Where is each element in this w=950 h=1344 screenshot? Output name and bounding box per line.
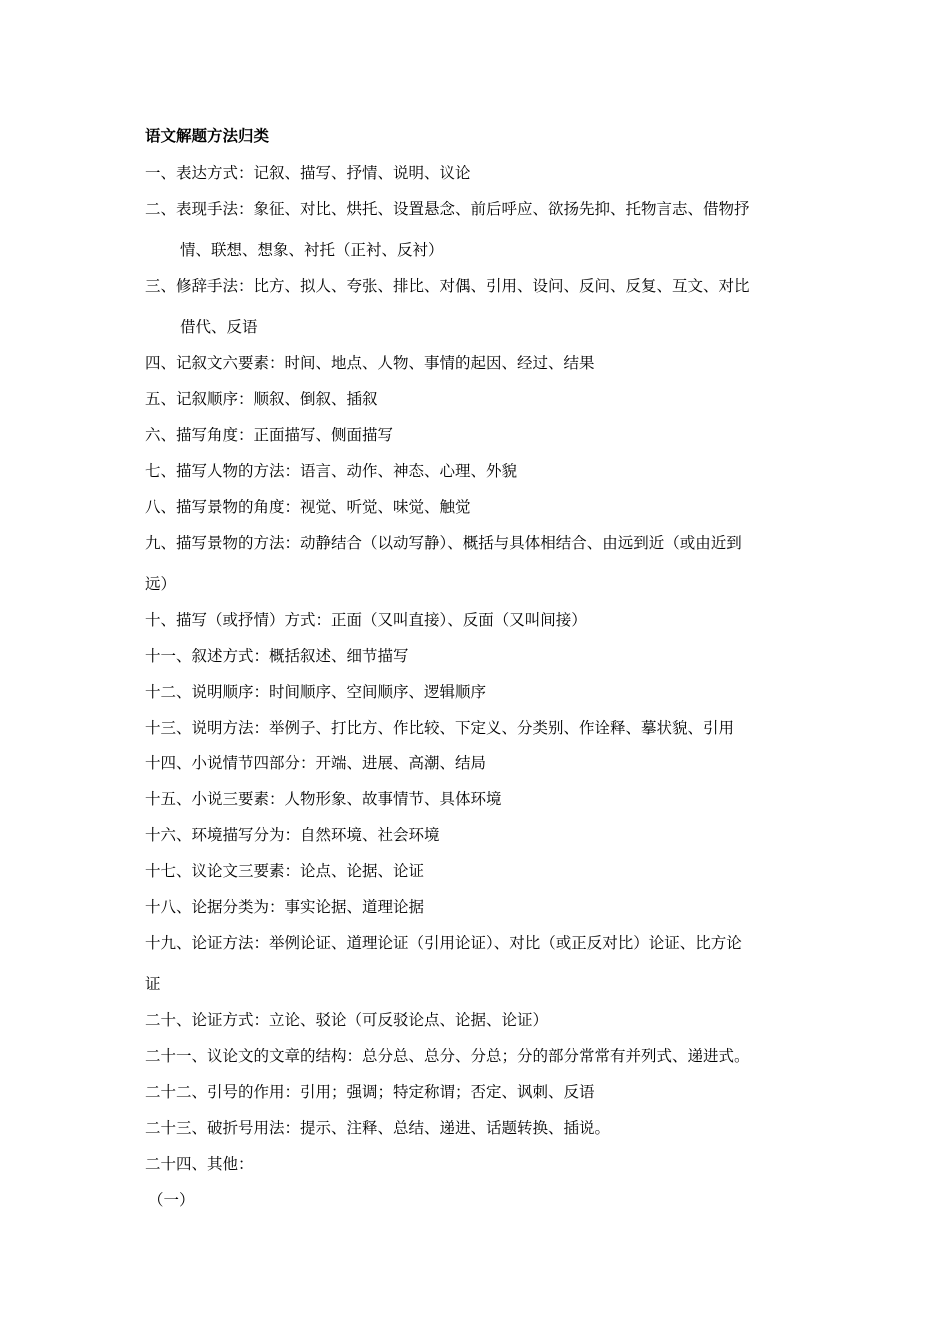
text-line: 二十一、议论文的文章的结构：总分总、总分、分总；分的部分常常有并列式、递进式。: [145, 1047, 750, 1065]
text-line: 一、表达方式：记叙、描写、抒情、说明、议论: [145, 164, 471, 182]
text-line: 借代、反语: [180, 318, 258, 336]
text-line: 十、描写（或抒情）方式：正面（又叫直接）、反面（又叫间接）: [145, 611, 587, 629]
text-line: 十七、议论文三要素：论点、论据、论证: [145, 862, 425, 880]
text-line: 十六、环境描写分为：自然环境、社会环境: [145, 826, 440, 844]
text-line: 二十、论证方式：立论、驳论（可反驳论点、论据、论证）: [145, 1011, 549, 1029]
text-line: 五、记叙顺序：顺叙、倒叙、插叙: [145, 390, 378, 408]
text-line: 证: [145, 975, 161, 993]
text-line: 十四、小说情节四部分：开端、进展、高潮、结局: [145, 754, 487, 772]
text-line: 十一、叙述方式：概括叙述、细节描写: [145, 647, 409, 665]
text-line: 二、表现手法：象征、对比、烘托、设置悬念、前后呼应、欲扬先抑、托物言志、借物抒: [145, 200, 750, 218]
document-title: 语文解题方法归类: [145, 127, 270, 145]
text-line: （一）: [148, 1191, 195, 1209]
text-line: 七、描写人物的方法：语言、动作、神态、心理、外貌: [145, 462, 518, 480]
text-line: 八、描写景物的角度：视觉、听觉、味觉、触觉: [145, 498, 471, 516]
text-line: 二十四、其他：: [145, 1155, 254, 1173]
text-line: 十三、说明方法：举例子、打比方、作比较、下定义、分类别、作诠释、摹状貌、引用: [145, 719, 735, 737]
text-line: 二十三、破折号用法：提示、注释、总结、递进、话题转换、插说。: [145, 1119, 611, 1137]
text-line: 十二、说明顺序：时间顺序、空间顺序、逻辑顺序: [145, 683, 487, 701]
text-line: 远）: [145, 575, 177, 593]
text-line: 三、修辞手法：比方、拟人、夸张、排比、对偶、引用、设问、反问、反复、互文、对比: [145, 277, 750, 295]
text-line: 六、描写角度：正面描写、侧面描写: [145, 426, 394, 444]
text-line: 十五、小说三要素：人物形象、故事情节、具体环境: [145, 790, 502, 808]
text-line: 二十二、引号的作用：引用；强调；特定称谓；否定、讽刺、反语: [145, 1083, 595, 1101]
text-line: 情、联想、想象、衬托（正衬、反衬）: [180, 241, 444, 259]
text-line: 十八、论据分类为：事实论据、道理论据: [145, 898, 425, 916]
text-line: 九、描写景物的方法：动静结合（以动写静）、概括与具体相结合、由远到近（或由近到: [145, 534, 742, 552]
text-line: 十九、论证方法：举例论证、道理论证（引用论证）、对比（或正反对比）论证、比方论: [145, 934, 742, 952]
text-line: 四、记叙文六要素：时间、地点、人物、事情的起因、经过、结果: [145, 354, 595, 372]
